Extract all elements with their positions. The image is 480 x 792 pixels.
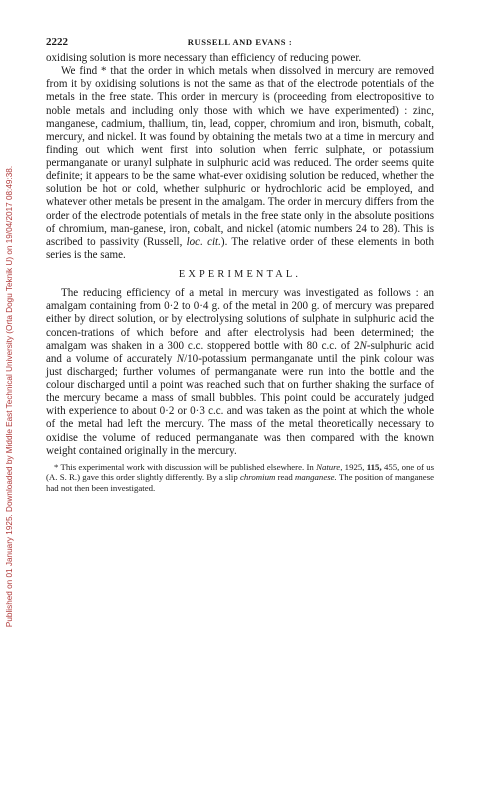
page-body [46, 52, 434, 493]
journal-name: Nature, [316, 461, 343, 472]
paragraph-method: The reducing efficiency of a metal in mercury was investigated as follows : an amalgam containing from 0·2 to 0·4 g. of the metal in 200 g. of mercury was prepared either by direct solution, or by electrolysing solutions of sulphate in sulphuric acid the concen-trations of which before and after electrolysis had been determined; the amalgam was shaken in a 300 c.c. stoppered bottle with 80 c.c. of 2N-sulphuric acid and a volume of accurately N/10-potassium permanganate until the pink colour was just discharged; further volumes of permanganate were run into the bottle and the colour discharged until a point was reached such that on further shaking the surface of the mercury became a mass of small bubbles. This point could be accurately judged with experience to about 0·2 or 0·3 c.c. and was taken as the point at which the whole of the metal had left the mercury. The mass of the metal theoretically necessary to oxidise the volume of reduced permanganate was then compared with the known weight contained originally in the mercury. [46, 287, 434, 457]
page-header [46, 36, 434, 50]
paragraph-continuation: oxidising solution is more necessary than efficiency of reducing power. [46, 52, 362, 64]
running-head: RUSSELL AND EVANS : [187, 37, 293, 47]
footnote: * This experimental work with discussion will be published elsewhere. In Nature, 1925, 115, 455, one of us (A. S. R.) gave this order slightly differently. By a slip chromium read manganese. The position of manganese had not then been investigated. [46, 461, 435, 493]
volume-number: 115, [366, 461, 382, 472]
download-watermark [2, 0, 18, 792]
paragraph-metal-order: We find * that the order in which metals when dissolved in mercury are removed from it by oxidising solutions is not the same as that of the electrode potentials of the metals in the free state. This order in mercury is (proceeding from electropositive to noble metals and including only those with which we have experimented) : zinc, manganese, cadmium, thallium, tin, lead, copper, chromium and iron, bismuth, cobalt, mercury, and nickel. It was found by obtaining the metals two at a time in mercury and finding out which went first into solution when ferric sulphate, or potassium permanganate or uranyl sulphate in sulphuric acid was reduced. The order seems quite definite; it appears to be the same what-ever oxidising solution be reduced, whether the solution be hot or cold, whether sulphuric or hydrochloric acid be employed, and whatever other metals be present in the amalgam. The order in mercury differs from the order of the electrode potentials of metals in the free state only in the absolute positions of chromium, man-ganese, iron, cobalt, and nickel (atomic numbers 24 to 28). This is ascribed to passivity (Russell, loc. cit.). The relative order of these elements in both series is the same. [46, 65, 434, 261]
normality-symbol: N [359, 339, 367, 352]
normality-symbol: N [176, 352, 185, 365]
citation-loc-cit: loc. cit. [186, 235, 221, 248]
page-number: 2222 [46, 36, 68, 48]
section-heading: EXPERIMENTAL. [178, 269, 302, 280]
download-watermark-text: Published on 01 January 1925. Downloaded by Middle East Technical University (Orta Dogu Teknik U) on 19/04/2017 08:49:38. [5, 165, 15, 627]
